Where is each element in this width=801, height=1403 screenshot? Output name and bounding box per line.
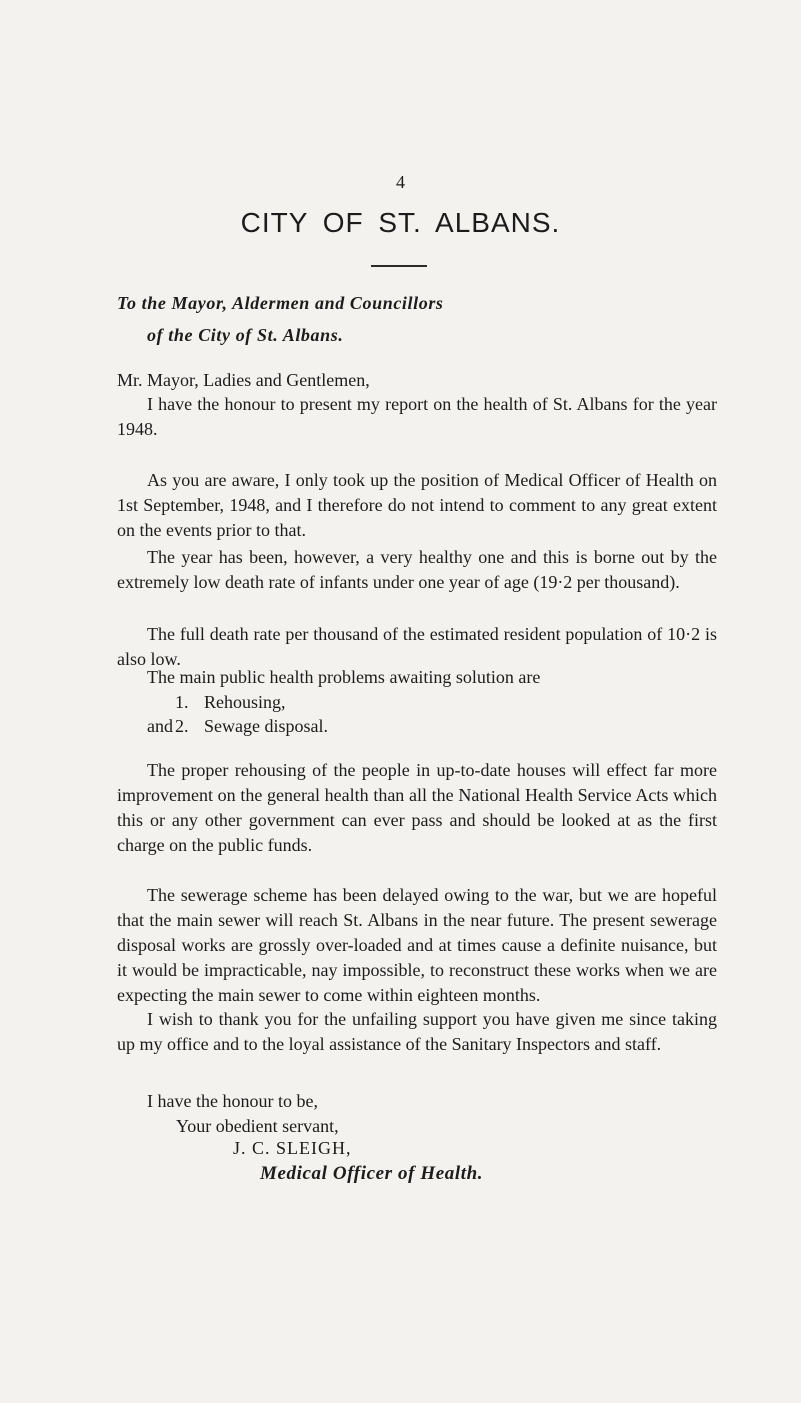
closing-line-2: Your obedient servant, — [176, 1116, 339, 1136]
problem-text-2: Sewage disposal. — [204, 716, 328, 736]
paragraph-full-death-rate: The full death rate per thousand of the estimated resident population of 10·2 is also low. — [117, 624, 717, 669]
salutation: Mr. Mayor, Ladies and Gentlemen, — [117, 370, 370, 390]
paragraph-thanks: I wish to thank you for the unfailing support you have given me since taking up my office and to the loyal assistance of the Sanitary Inspectors and staff. — [117, 1009, 717, 1054]
page-number: 4 — [396, 172, 405, 192]
problem-number-2: 2. — [175, 716, 189, 736]
paragraph-appointment: As you are aware, I only took up the position of Medical Officer of Health on 1st September, 1948, and I therefore do not intend to comment to any great extent on the events prior to that. — [117, 470, 717, 540]
addressee-line-2: of the City of St. Albans. — [147, 325, 344, 345]
page-title: CITY OF ST. ALBANS. — [240, 207, 561, 238]
paragraph-rehousing: The proper rehousing of the people in up-to-date houses will effect far more improvement on the general health than all the National Health Service Acts which this or any other government can ever pass and should be looked at as the first charge on the public funds. — [117, 760, 717, 855]
problem-number-1: 1. — [175, 692, 189, 712]
paragraph-sewerage: The sewerage scheme has been delayed owing to the war, but we are hopeful that the main sewer will reach St. Albans in the near future. The present sewerage disposal works are grossly over-loaded and at times cause a definite nuisance, but it would be impracticable, nay impossible, to reconstruct these works when we are expecting the main sewer to come within eighteen months. — [117, 885, 717, 1005]
title-divider — [371, 265, 427, 267]
problem-prefix-2: and — [147, 716, 173, 736]
paragraph-report-intro: I have the honour to present my report on the health of St. Albans for the year 1948. — [117, 394, 717, 439]
signatory-title: Medical Officer of Health. — [260, 1163, 484, 1184]
addressee-line-1: To the Mayor, Aldermen and Councillors — [117, 293, 444, 313]
problem-text-1: Rehousing, — [204, 692, 286, 712]
signatory-name: J. C. SLEIGH, — [233, 1138, 352, 1158]
closing-line-1: I have the honour to be, — [147, 1091, 318, 1111]
paragraph-problems-intro: The main public health problems awaiting solution are — [147, 667, 541, 687]
paragraph-infant-death-rate: The year has been, however, a very healthy one and this is borne out by the extremely low death rate of infants under one year of age (19·2 per thousand). — [117, 547, 717, 592]
